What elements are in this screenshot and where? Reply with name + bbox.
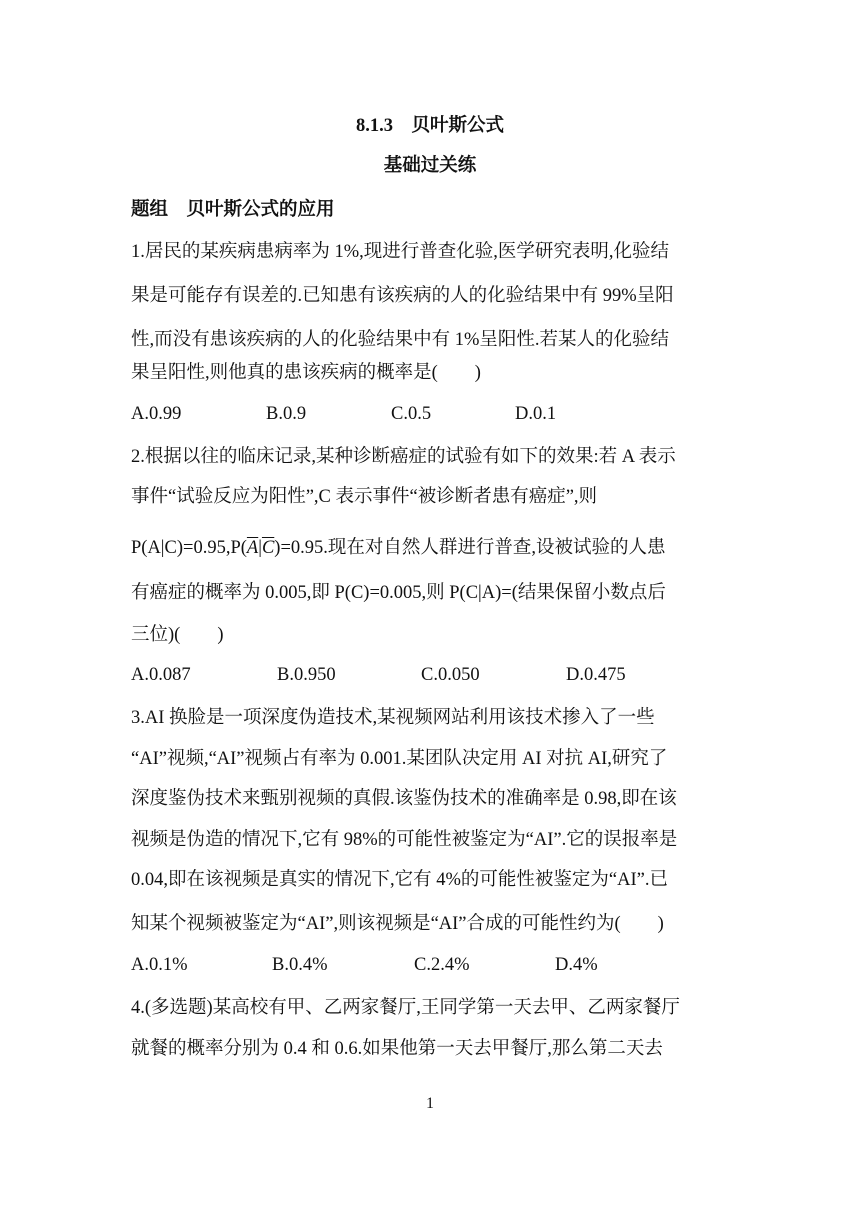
group-title: 题组 贝叶斯公式的应用 — [131, 200, 335, 220]
question-1-line: 果是可能存有误差的.已知患有该疾病的人的化验结果中有 99%呈阳 — [131, 286, 674, 306]
option-c: C.0.050 — [421, 665, 480, 685]
option-a: A.0.99 — [131, 404, 182, 424]
question-4-line: 就餐的概率分别为 0.4 和 0.6.如果他第一天去甲餐厅,那么第二天去 — [131, 1039, 663, 1059]
option-c: C.2.4% — [414, 955, 470, 975]
formula-prefix: P(A|C)=0.95,P( — [131, 538, 247, 558]
question-2-formula-line — [131, 535, 731, 561]
question-3-line: 知某个视频被鉴定为“AI”,则该视频是“AI”合成的可能性约为( ) — [131, 914, 664, 934]
question-3-line: 0.04,即在该视频是真实的情况下,它有 4%的可能性被鉴定为“AI”.已 — [131, 870, 668, 890]
question-3-line: “AI”视频,“AI”视频占有率为 0.001.某团队决定用 AI 对抗 AI,研究了 — [131, 749, 668, 769]
question-3-line: 3.AI 换脸是一项深度伪造技术,某视频网站利用该技术掺入了一些 — [131, 708, 655, 728]
option-c: C.0.5 — [391, 404, 432, 424]
option-a: A.0.1% — [131, 955, 188, 975]
question-2-line: 三位)( ) — [131, 625, 224, 645]
formula-suffix: )=0.95.现在对自然人群进行普查,设被试验的人患 — [274, 538, 666, 558]
option-d: D.0.475 — [566, 665, 626, 685]
option-b: B.0.950 — [277, 665, 336, 685]
formula-separator: | — [258, 538, 262, 558]
question-2-line: 2.根据以往的临床记录,某种诊断癌症的试验有如下的效果:若 A 表示 — [131, 447, 676, 467]
section-title: 8.1.3 贝叶斯公式 — [355, 116, 504, 136]
option-b: B.0.4% — [272, 955, 328, 975]
complement-c: $\overline{C}$ — [261, 538, 275, 558]
question-1-line: 果呈阳性,则他真的患该疾病的概率是( ) — [131, 363, 481, 383]
question-2-line: 事件“试验反应为阳性”,C 表示事件“被诊断者患有癌症”,则 — [131, 487, 598, 507]
page-number: 1 — [426, 1095, 434, 1112]
question-4-line: 4.(多选题)某高校有甲、乙两家餐厅,王同学第一天去甲、乙两家餐厅 — [131, 998, 680, 1018]
option-a: A.0.087 — [131, 665, 191, 685]
subtitle: 基础过关练 — [383, 156, 477, 176]
question-1-line: 性,而没有患该疾病的人的化验结果中有 1%呈阳性.若某人的化验结 — [131, 330, 670, 350]
question-2-line: 有癌症的概率为 0.005,即 P(C)=0.005,则 P(C|A)=(结果保留小数点后 — [131, 583, 666, 603]
question-3-line: 深度鉴伪技术来甄别视频的真假.该鉴伪技术的准确率是 0.98,即在该 — [131, 789, 677, 809]
option-d: D.4% — [555, 955, 598, 975]
complement-a: $\overline{A}$ — [246, 538, 259, 558]
question-1-line: 1.居民的某疾病患病率为 1%,现进行普查化验,医学研究表明,化验结 — [131, 242, 670, 262]
option-d: D.0.1 — [515, 404, 557, 424]
option-b: B.0.9 — [266, 404, 307, 424]
question-3-line: 视频是伪造的情况下,它有 98%的可能性被鉴定为“AI”.它的误报率是 — [131, 830, 678, 850]
